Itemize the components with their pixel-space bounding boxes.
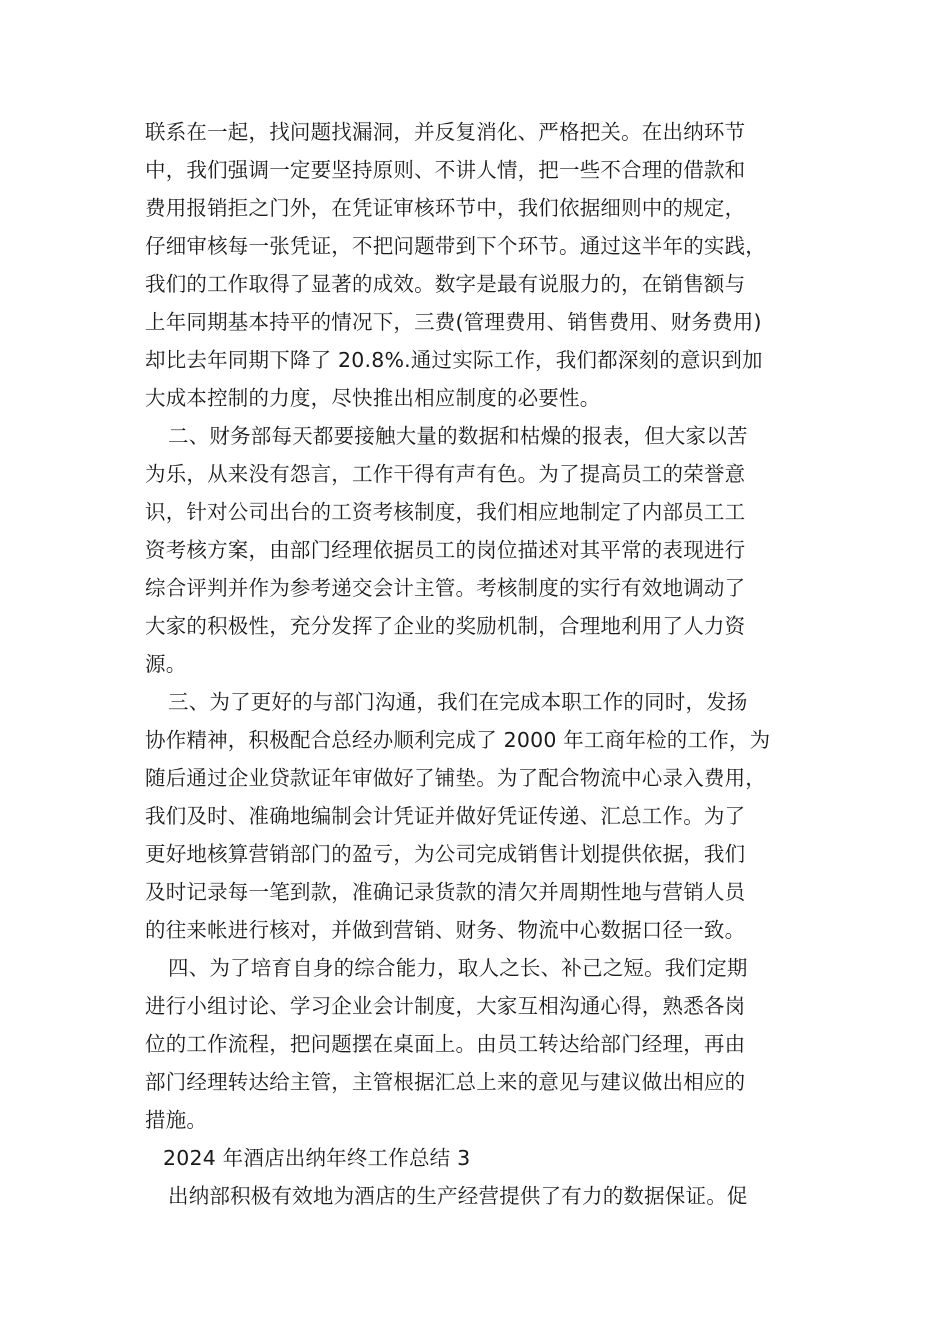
paragraph-line: 我们及时、准确地编制会计凭证并做好凭证传递、汇总工作。为了 <box>145 804 746 828</box>
paragraph-line: 三、为了更好的与部门沟通，我们在完成本职工作的同时，发扬 <box>168 690 748 714</box>
paragraph-line: 源。 <box>145 652 187 676</box>
paragraph-line: 大成本控制的力度，尽快推出相应制度的必要性。 <box>145 386 601 410</box>
paragraph-line: 仔细审核每一张凭证，不把问题带到下个环节。通过这半年的实践， <box>145 234 766 258</box>
paragraph-line: 及时记录每一笔到款，准确记录货款的清欠并周期性地与营销人员 <box>145 880 746 904</box>
section-heading: 2024 年酒店出纳年终工作总结 3 <box>163 1146 471 1170</box>
paragraph-line: 协作精神，积极配合总经办顺利完成了 2000 年工商年检的工作，为 <box>145 728 771 752</box>
paragraph-line: 却比去年同期下降了 20.8%.通过实际工作，我们都深刻的意识到加 <box>145 348 763 372</box>
paragraph-line: 识，针对公司出台的工资考核制度，我们相应地制定了内部员工工 <box>145 500 746 524</box>
paragraph-line: 位的工作流程，把问题摆在桌面上。由员工转达给部门经理，再由 <box>145 1032 746 1056</box>
paragraph-line: 的往来帐进行核对，并做到营销、财务、物流中心数据口径一致。 <box>145 918 746 942</box>
paragraph-line: 中，我们强调一定要坚持原则、不讲人情，把一些不合理的借款和 <box>145 158 746 182</box>
paragraph-line: 为乐，从来没有怨言，工作干得有声有色。为了提高员工的荣誉意 <box>145 462 746 486</box>
paragraph-line: 资考核方案，由部门经理依据员工的岗位描述对其平常的表现进行 <box>145 538 746 562</box>
paragraph-line: 大家的积极性，充分发挥了企业的奖励机制，合理地利用了人力资 <box>145 614 746 638</box>
paragraph-line: 部门经理转达给主管，主管根据汇总上来的意见与建议做出相应的 <box>145 1070 746 1094</box>
paragraph-line: 随后通过企业贷款证年审做好了铺垫。为了配合物流中心录入费用， <box>145 766 766 790</box>
paragraph-line: 我们的工作取得了显著的成效。数字是最有说服力的，在销售额与 <box>145 272 746 296</box>
paragraph-line: 二、财务部每天都要接触大量的数据和枯燥的报表，但大家以苦 <box>168 424 748 448</box>
paragraph-line: 联系在一起，找问题找漏洞，并反复消化、严格把关。在出纳环节 <box>145 120 746 144</box>
paragraph-line: 更好地核算营销部门的盈亏，为公司完成销售计划提供依据，我们 <box>145 842 746 866</box>
paragraph-line: 出纳部积极有效地为酒店的生产经营提供了有力的数据保证。促 <box>168 1184 748 1208</box>
paragraph-line: 进行小组讨论、学习企业会计制度，大家互相沟通心得，熟悉各岗 <box>145 994 746 1018</box>
paragraph-line: 上年同期基本持平的情况下，三费(管理费用、销售费用、财务费用) <box>145 310 762 334</box>
paragraph-line: 费用报销拒之门外，在凭证审核环节中，我们依据细则中的规定， <box>145 196 746 220</box>
paragraph-line: 四、为了培育自身的综合能力，取人之长、补己之短。我们定期 <box>168 956 748 980</box>
paragraph-line: 综合评判并作为参考递交会计主管。考核制度的实行有效地调动了 <box>145 576 746 600</box>
paragraph-line: 措施。 <box>145 1108 208 1132</box>
